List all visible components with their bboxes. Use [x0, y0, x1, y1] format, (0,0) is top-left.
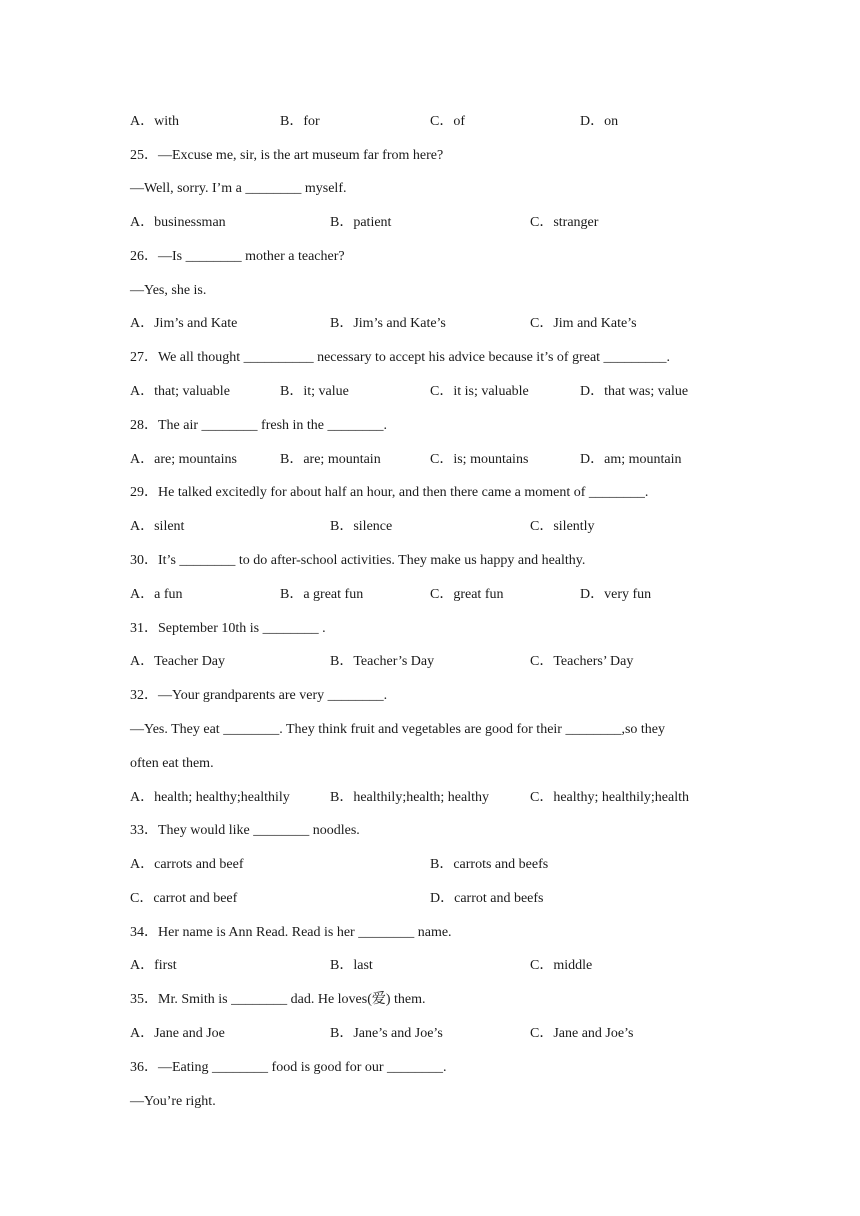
q27-option-a: A．that; valuable: [130, 384, 230, 399]
q24-option-a: A．with: [130, 114, 179, 129]
q28-stem: 28．The air ________ fresh in the ________.: [130, 418, 388, 433]
q32-reply-line2: often eat them.: [130, 756, 214, 771]
q28-option-b: B．are; mountain: [280, 452, 381, 467]
q26-stem: 26．—Is ________ mother a teacher?: [130, 249, 345, 264]
q29-option-c: C．silently: [530, 519, 595, 534]
q33-option-c: C．carrot and beef: [130, 891, 238, 906]
q35-option-b: B．Jane’s and Joe’s: [330, 1026, 443, 1041]
q35-option-a: A．Jane and Joe: [130, 1026, 225, 1041]
q33-option-b: B．carrots and beefs: [430, 857, 549, 872]
q30-option-b: B．a great fun: [280, 587, 364, 602]
q27-option-d: D．that was; value: [580, 384, 689, 399]
q28-option-a: A．are; mountains: [130, 452, 237, 467]
q33-stem: 33．They would like ________ noodles.: [130, 823, 360, 838]
q35-option-c: C．Jane and Joe’s: [530, 1026, 634, 1041]
q24-option-c: C．of: [430, 114, 465, 129]
q28-option-c: C．is; mountains: [430, 452, 529, 467]
q34-stem: 34．Her name is Ann Read. Read is her ________ name.: [130, 925, 452, 940]
q36-stem: 36．—Eating ________ food is good for our ________.: [130, 1060, 447, 1075]
q26-option-a: A．Jim’s and Kate: [130, 316, 238, 331]
q24-option-d: D．on: [580, 114, 619, 129]
q26-reply: —Yes, she is.: [130, 283, 207, 298]
q31-option-a: A．Teacher Day: [130, 654, 226, 669]
q26-option-b: B．Jim’s and Kate’s: [330, 316, 446, 331]
q26-option-c: C．Jim and Kate’s: [530, 316, 637, 331]
q29-stem: 29．He talked excitedly for about half an hour, and then there came a moment of ________.: [130, 485, 649, 500]
q29-option-b: B．silence: [330, 519, 393, 534]
q29-option-a: A．silent: [130, 519, 185, 534]
q31-option-b: B．Teacher’s Day: [330, 654, 435, 669]
q32-option-c: C．healthy; healthily;health: [530, 790, 690, 805]
q30-option-d: D．very fun: [580, 587, 652, 602]
q32-stem: 32．—Your grandparents are very ________.: [130, 688, 388, 703]
q28-option-d: D．am; mountain: [580, 452, 682, 467]
q25-option-a: A．businessman: [130, 215, 226, 230]
q30-stem: 30．It’s ________ to do after-school activities. They make us happy and healthy.: [130, 553, 586, 568]
q32-option-a: A．health; healthy;healthily: [130, 790, 290, 805]
q36-reply: —You’re right.: [130, 1094, 216, 1109]
q31-stem: 31．September 10th is ________ .: [130, 621, 326, 636]
q32-option-b: B．healthily;health; healthy: [330, 790, 490, 805]
q33-option-d: D．carrot and beefs: [430, 891, 544, 906]
q30-option-a: A．a fun: [130, 587, 183, 602]
q27-option-c: C．it is; valuable: [430, 384, 529, 399]
q32-reply-line1: —Yes. They eat ________. They think fruit and vegetables are good for their ________,so they: [130, 722, 666, 737]
q31-option-c: C．Teachers’ Day: [530, 654, 634, 669]
q34-option-b: B．last: [330, 958, 373, 973]
q34-option-c: C．middle: [530, 958, 593, 973]
q33-option-a: A．carrots and beef: [130, 857, 244, 872]
q27-option-b: B．it; value: [280, 384, 349, 399]
q25-option-c: C．stranger: [530, 215, 599, 230]
q27-stem: 27．We all thought __________ necessary to accept his advice because it’s of great _________.: [130, 350, 671, 365]
q25-stem: 25．—Excuse me, sir, is the art museum far from here?: [130, 148, 444, 163]
q35-stem: 35．Mr. Smith is ________ dad. He loves(爱) them.: [130, 992, 426, 1007]
q34-option-a: A．first: [130, 958, 177, 973]
q30-option-c: C．great fun: [430, 587, 504, 602]
q25-reply: —Well, sorry. I’m a ________ myself.: [130, 181, 347, 196]
q24-option-b: B．for: [280, 114, 320, 129]
q25-option-b: B．patient: [330, 215, 392, 230]
